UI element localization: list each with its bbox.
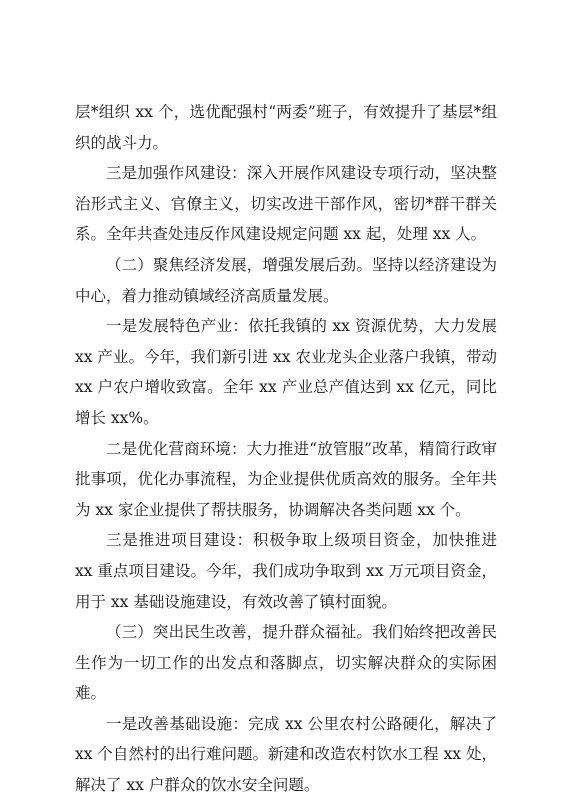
paragraph-work-style: 三是加强作风建设：深入开展作风建设专项行动，坚决整治形式主义、官僚主义，切实改进干部作风，密切*群干群关系。全年共查处违反作风建设规定问题 xx 起，处理 xx 人。: [75, 164, 497, 244]
paragraph-party-organization-continued: 层*组织 xx 个，选优配强村“两委”班子，有效提升了基层*组织的战斗力。: [75, 103, 497, 152]
paragraph-characteristic-industry: 一是发展特色产业：依托我镇的 xx 资源优势，大力发展 xx 产业。今年，我们新引进 xx 农业龙头企业落户我镇，带动 xx 户农户增收致富。全年 xx 产业总产值达到 xx 亿元，同比增长 xx%。: [75, 317, 497, 427]
paragraph-infrastructure: 一是改善基础设施：完成 xx 公里农村公路硬化，解决了 xx 个自然村的出行难问题。新建和改造农村饮水工程 xx 处，解决了 xx 户群众的饮水安全问题。: [75, 714, 497, 795]
document-body: [75, 97, 497, 801]
paragraph-livelihood-heading: （三）突出民生改善，提升群众福祉。我们始终把改善民生作为一切工作的出发点和落脚点，切实解决群众的实际困难。: [75, 623, 497, 703]
paragraph-business-environment: 二是优化营商环境：大力推进“放管服”改革，精简行政审批事项，优化办事流程，为企业提供优质高效的服务。全年共为 xx 家企业提供了帮扶服务，协调解决各类问题 xx 个。: [75, 439, 497, 519]
paragraph-project-construction: 三是推进项目建设：积极争取上级项目资金，加快推进 xx 重点项目建设。今年，我们成功争取到 xx 万元项目资金，用于 xx 基础设施建设，有效改善了镇村面貌。: [75, 531, 497, 611]
paragraph-economic-development-heading: （二）聚焦经济发展，增强发展后劲。坚持以经济建设为中心，着力推动镇域经济高质量发展。: [75, 255, 497, 305]
